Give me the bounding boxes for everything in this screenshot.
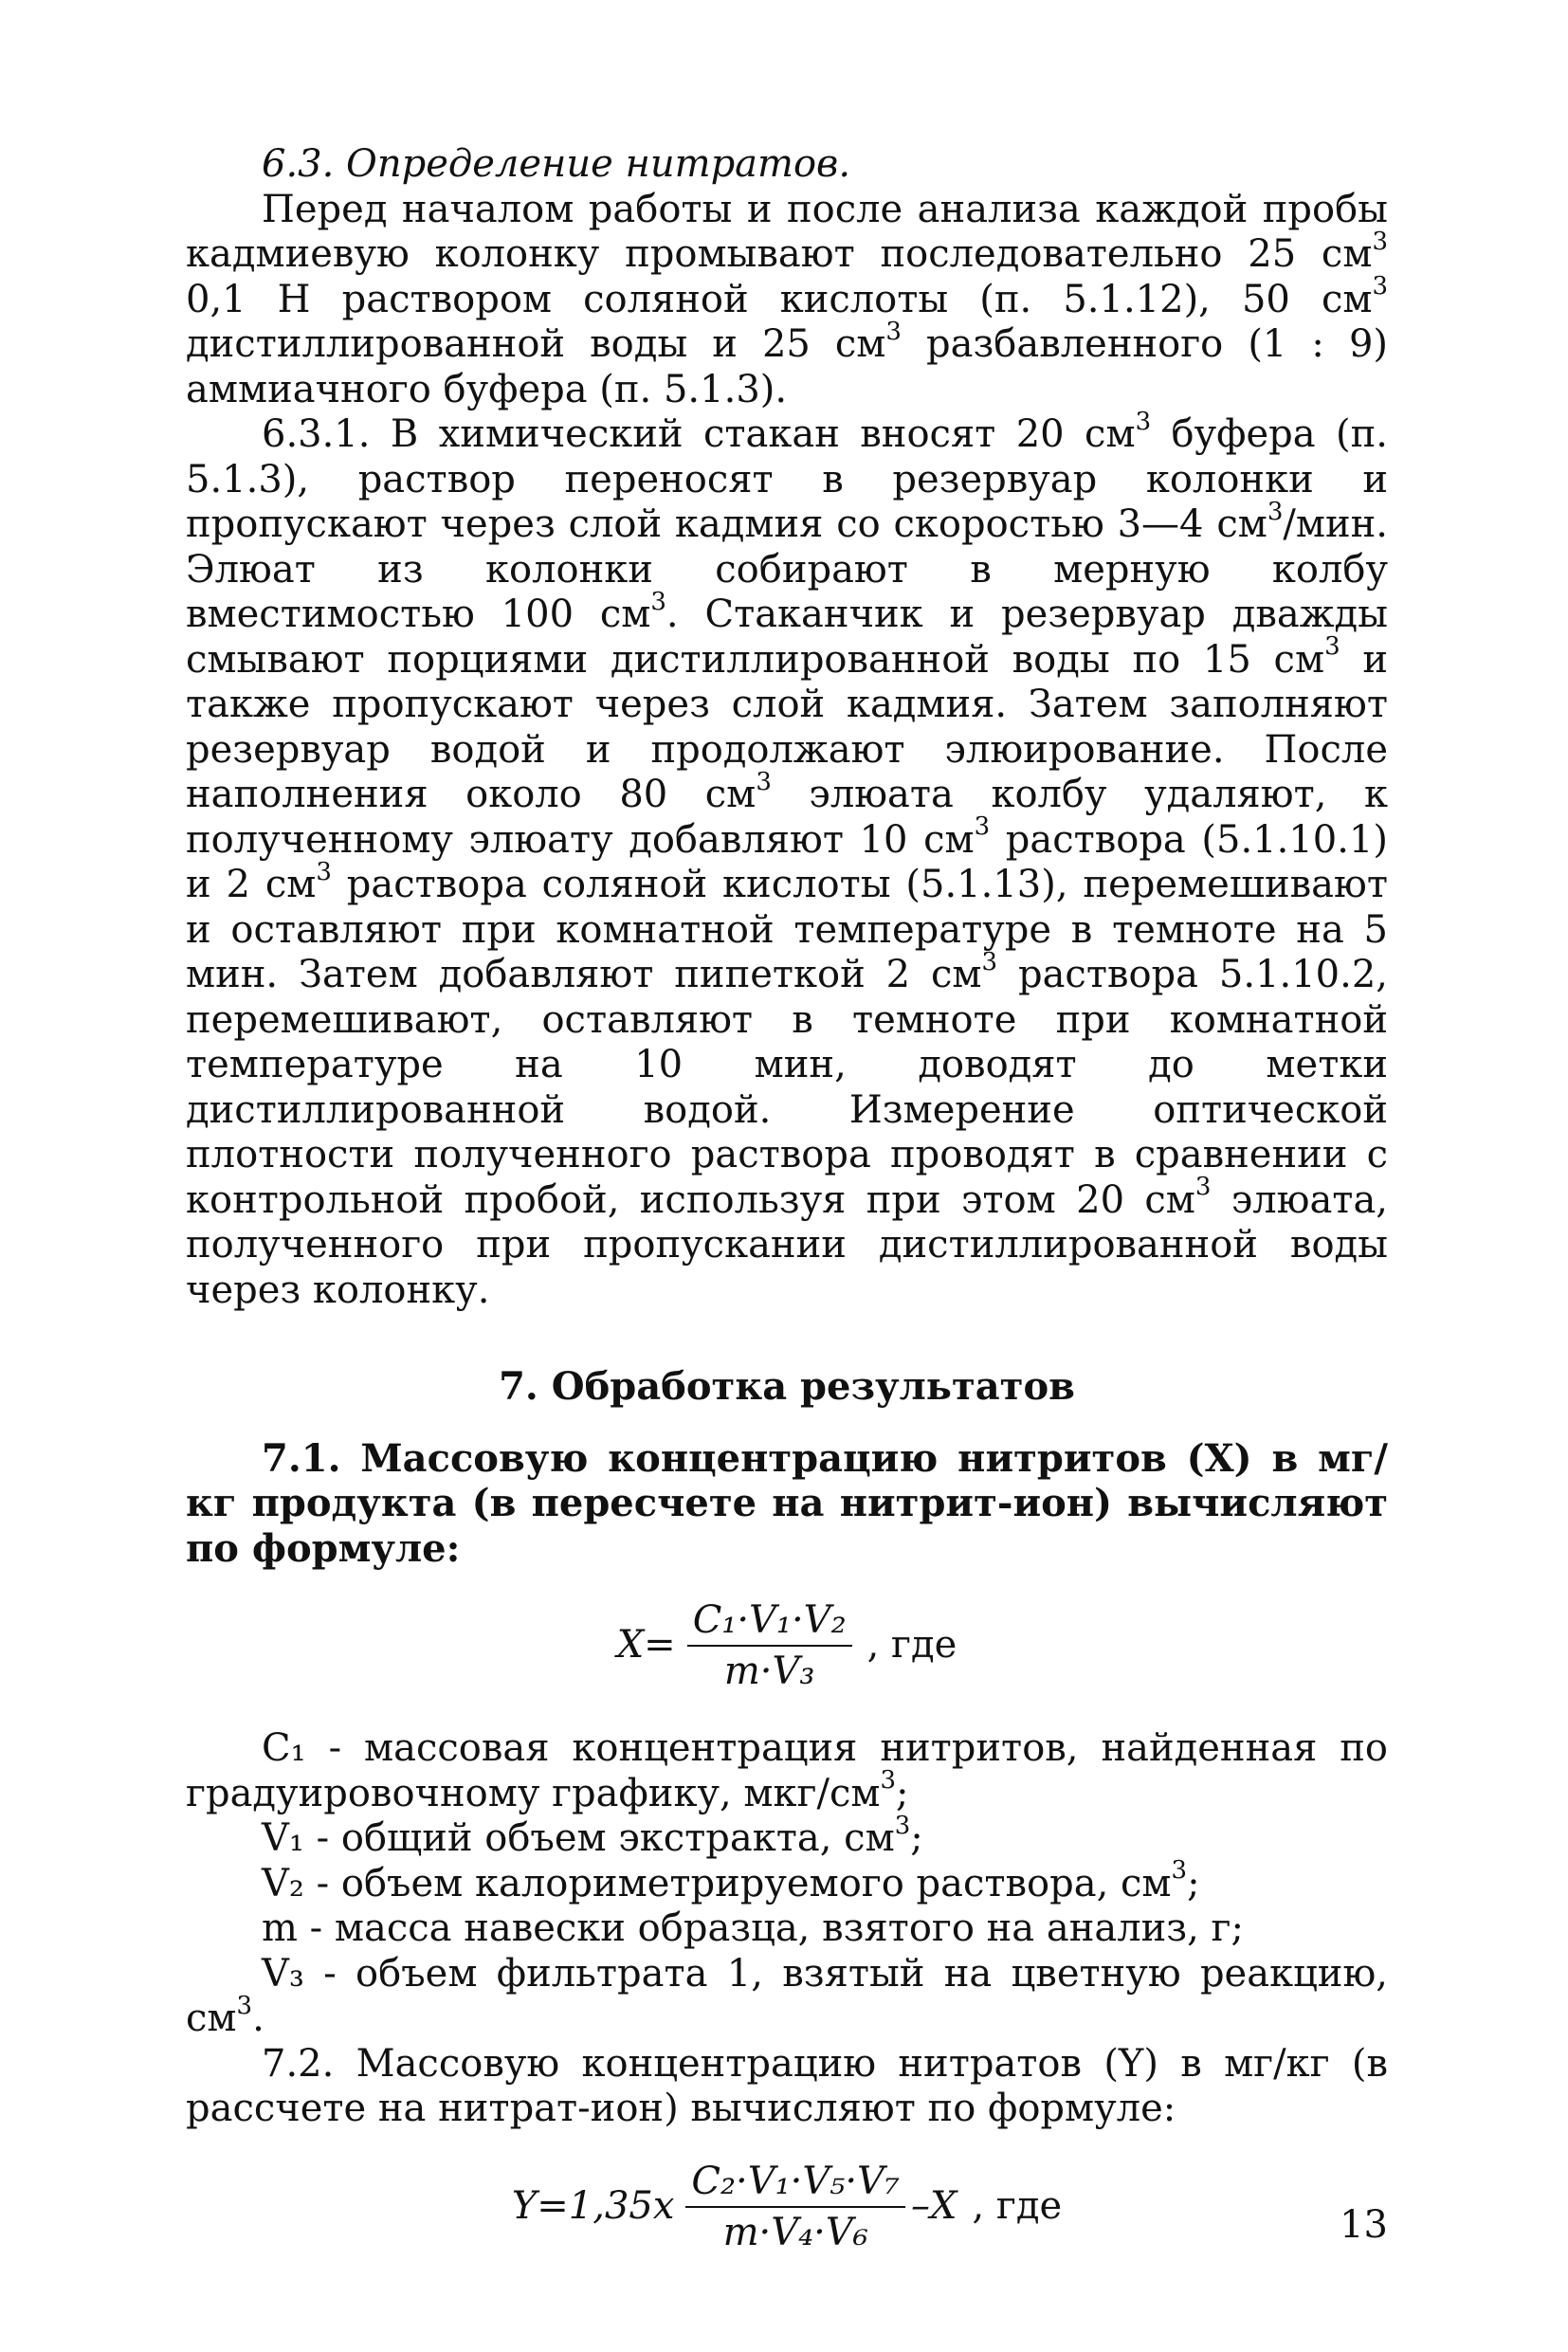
section-title-6-3: 6.3. Определение нитратов. [262, 142, 851, 186]
formula1-denominator: m·V₃ [723, 1650, 815, 1693]
variable-definitions [186, 1726, 1388, 2042]
formula2-where: , где [972, 2183, 1063, 2228]
def-v1: V₁ - общий объем экстракта, $см^3$; [262, 1811, 923, 1860]
formula2-lhs: Y=1,35x [511, 2183, 675, 2228]
def-c1: C₁ - массовая концентрация нитритов, найденная по градуировочному графику, мкг/$см^3$; [186, 1726, 1388, 1815]
def-m: m - масса навески образца, взятого на анализ, г; [262, 1906, 1244, 1950]
formula2-numerator: C₂·V₁·V₅·V₇ [685, 2161, 905, 2208]
paragraph-7-1: 7.1. Массовую концентрацию нитритов (X) в мг/кг продукта (в пересчете на нитрит-ион) вычисляют по формуле: [186, 1435, 1388, 1571]
page-content [186, 142, 1388, 2288]
formula2-minus-x: –X [910, 2183, 957, 2228]
formula1-lhs: X= [616, 1623, 676, 1668]
formula1-where: , где [866, 1623, 957, 1668]
formula2-fraction [685, 2161, 905, 2253]
paragraph-6-3-1: 6.3.1. В химический стакан вносят 20 $см^3$ буфера (п. 5.1.3), раствор переносят в резервуар колонки и пропускают через слой кадмия со скоростью 3—4 $см^3$/мин. Элюат из колонки собирают в мерную колбу вместимостью 100 $см^3$. Стаканчик и резервуар дважды смывают порциями дистиллированной воды по 15 $см^3$ и также пропускают через слой кадмия. Затем заполняют резервуар водой и продолжают элюирование. После наполнения около 80 $см^3$ элюата колбу удаляют, к полученному элюату добавляют 10 $см^3$ раствора (5.1.10.1) и 2 $см^3$ раствора соляной кислоты (5.1.13), перемешивают и оставляют при комнатной температуре в темноте на 5 мин. Затем добавляют пипеткой 2 $см^3$ раствора 5.1.10.2, перемешивают, оставляют в темноте при комнатной температуре на 10 мин, доводят до метки дистиллированной водой. Измерение оптической плотности полученного раствора проводят в сравнении с контрольной пробой, используя при этом 20 $см^3$ элюата, полученного при пропускании дистиллированной воды через колонку. [186, 407, 1389, 1312]
formula-nitrates [186, 2161, 1388, 2253]
paragraph-7-2: 7.2. Массовую концентрацию нитратов (Y) в мг/кг (в рассчете на нитрат-ион) вычисляют по формуле: [186, 2041, 1388, 2130]
def-v2: V₂ - объем калориметрируемого раствора, $см^3$; [262, 1856, 1200, 1905]
formula1-numerator: C₁·V₁·V₂ [687, 1599, 852, 1647]
paragraph-6-3-intro: Перед началом работы и после анализа каждой пробы кадмиевую колонку промывают последовательно 25 $см^3$ 0,1 Н раствором соляной кислоты (п. 5.1.12), 50 $см^3$ дистиллированной воды и 25 $см^3$ разбавленного (1 : 9) аммиачного буфера (п. 5.1.3). [186, 187, 1388, 411]
def-v3: V₃ - объем фильтрата 1, взятый на цветную реакцию, $см^3$. [186, 1951, 1388, 2040]
formula-nitrites [186, 1599, 1388, 1692]
formula1-fraction [687, 1599, 852, 1692]
section-heading-7: 7. Обработка результатов [499, 1364, 1075, 1409]
formula2-denominator: m·V₄·V₆ [722, 2210, 868, 2254]
page-number: 13 [1340, 2203, 1388, 2247]
